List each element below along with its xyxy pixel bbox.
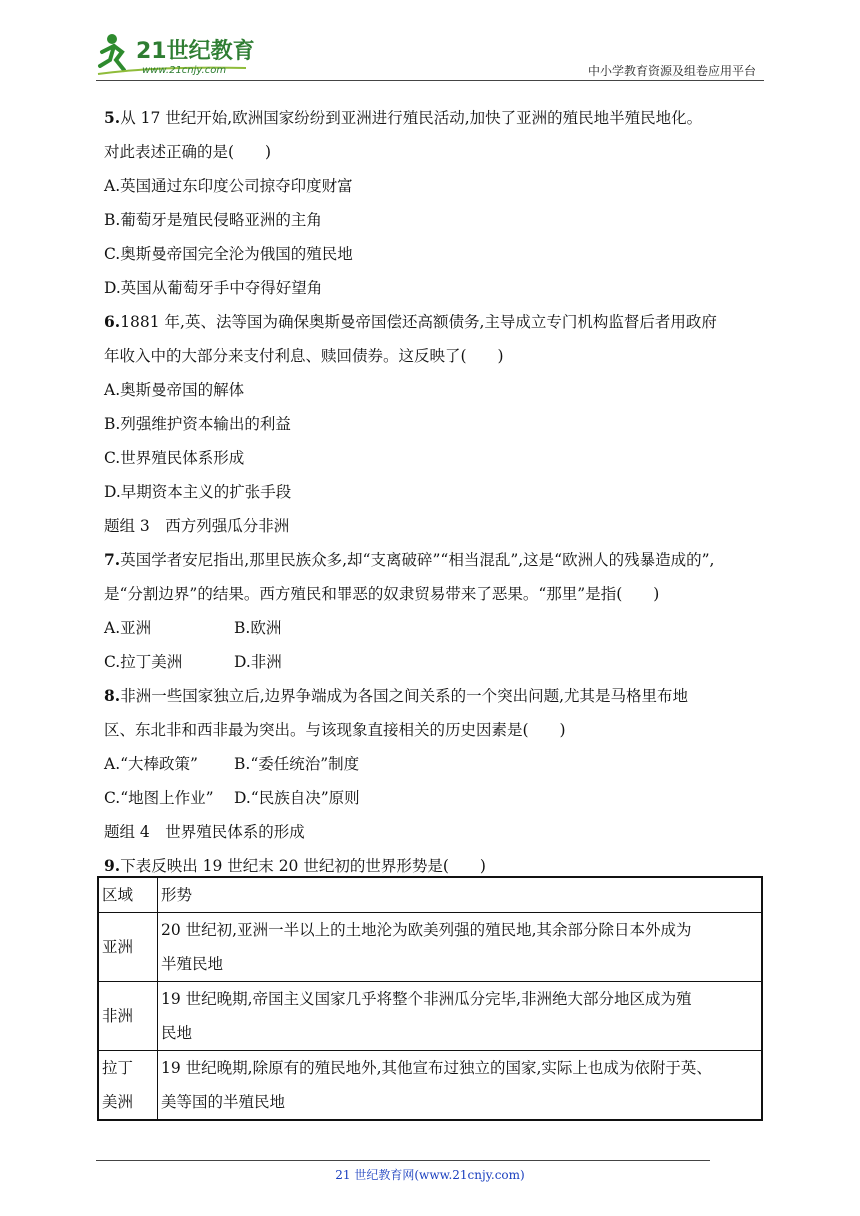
q9-stem: 9.下表反映出 19 世纪末 20 世纪初的世界形势是( ) [104,856,486,875]
table-row [98,982,762,1051]
q5-stem-line1: 5.从 17 世纪开始,欧洲国家纷纷到亚洲进行殖民活动,加快了亚洲的殖民地半殖民地化。 [104,108,703,127]
q6-option-d: D.早期资本主义的扩张手段 [104,483,292,501]
q7-option-a: A.亚洲 [104,619,152,637]
q8-option-b: B.“委任统治”制度 [234,755,360,773]
table-header-row [98,877,762,913]
q7-options-row2 [104,645,774,679]
table-header-region: 区域 [98,877,158,913]
q8-option-d: D.“民族自决”原则 [234,789,360,807]
table-cell-situation: 19 世纪晚期,除原有的殖民地外,其他宣布过独立的国家,实际上也成为依附于英、 美等国的半殖民地 [158,1051,763,1121]
table-cell-region: 非洲 [98,982,158,1051]
header-rule [96,80,764,81]
q8-options-row2 [104,781,774,815]
q6-option-a: A.奥斯曼帝国的解体 [104,381,245,399]
table-cell-region: 亚洲 [98,913,158,982]
q5-option-d: D.英国从葡萄牙手中夺得好望角 [104,279,323,297]
site-name: 中小学教育资源及组卷应用平台 [587,64,756,78]
q7-option-d: D.非洲 [234,653,282,671]
site-logo [96,30,266,78]
q5-option-c: C.奥斯曼帝国完全沦为俄国的殖民地 [104,245,353,263]
table-header-situation: 形势 [158,877,763,913]
svg-text:21世纪教育: 21世纪教育 [136,39,255,64]
q5-option-a: A.英国通过东印度公司掠夺印度财富 [104,177,353,195]
table-cell-region: 拉丁 美洲 [98,1051,158,1121]
table-cell-situation: 20 世纪初,亚洲一半以上的土地沦为欧美列强的殖民地,其余部分除日本外成为 半殖民地 [158,913,763,982]
q8-stem-line2: 区、东北非和西非最为突出。与该现象直接相关的历史因素是( ) [104,721,566,739]
q7-option-c: C.拉丁美洲 [104,653,183,671]
q7-option-b: B.欧洲 [234,619,282,637]
q6-option-c: C.世界殖民体系形成 [104,449,245,467]
q7-stem-line1: 7.英国学者安尼指出,那里民族众多,却“支离破碎”“相当混乱”,这是“欧洲人的残暴造成的”, [104,550,715,569]
table-row [98,1051,762,1121]
q8-options-row1 [104,747,774,781]
svg-text:www.21cnjy.com: www.21cnjy.com [142,65,227,76]
q8-stem-line1: 8.非洲一些国家独立后,边界争端成为各国之间关系的一个突出问题,尤其是马格里布地 [104,686,689,705]
situation-table [97,876,763,1121]
q5-stem-line2: 对此表述正确的是( ) [104,143,272,161]
page-footer: 21 世纪教育网(www.21cnjy.com) [335,1168,525,1182]
group-4-heading: 题组 4 世界殖民体系的形成 [104,823,305,841]
q6-stem-line2: 年收入中的大部分来支付利息、赎回债券。这反映了( ) [104,347,504,365]
q6-option-b: B.列强维护资本输出的利益 [104,415,291,433]
group-3-heading: 题组 3 西方列强瓜分非洲 [104,517,290,535]
q7-stem-line2: 是“分割边界”的结果。西方殖民和罪恶的奴隶贸易带来了恶果。“那里”是指( ) [104,585,660,603]
page-header [96,30,764,80]
footer-rule [96,1160,710,1161]
question-content [104,101,774,883]
table-cell-situation: 19 世纪晚期,帝国主义国家几乎将整个非洲瓜分完毕,非洲绝大部分地区成为殖 民地 [158,982,763,1051]
runner-icon [100,34,124,70]
q6-stem-line1: 6.1881 年,英、法等国为确保奥斯曼帝国偿还高额债务,主导成立专门机构监督后者用政府 [104,312,717,331]
q8-option-a: A.“大棒政策” [104,755,198,773]
q7-options-row1 [104,611,774,645]
q8-option-c: C.“地图上作业” [104,789,214,807]
q5-option-b: B.葡萄牙是殖民侵略亚洲的主角 [104,211,322,229]
table-row [98,913,762,982]
